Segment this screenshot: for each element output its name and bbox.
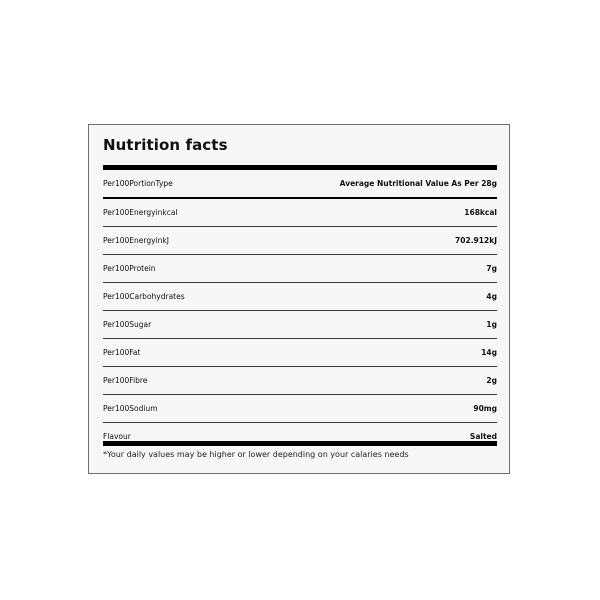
row-value: 2g (486, 376, 497, 385)
row-value: 702.912kJ (455, 236, 497, 245)
row-value: Salted (469, 432, 497, 441)
table-row (103, 339, 497, 366)
row-label: Per100Sodium (103, 404, 158, 413)
row-label: Per100Protein (103, 264, 156, 273)
nutrition-facts-panel (88, 124, 510, 474)
header-label: Per100PortionType (103, 179, 173, 188)
row-value: 4g (486, 292, 497, 301)
table-row (103, 367, 497, 394)
row-label: Per100Fat (103, 348, 141, 357)
bottom-thick-divider (103, 441, 497, 446)
row-label: Flavour (103, 432, 131, 441)
row-label: Per100Carbohydrates (103, 292, 185, 301)
row-value: 168kcal (464, 208, 497, 217)
header-value: Average Nutritional Value As Per 28g (339, 179, 497, 188)
nutrition-table (103, 170, 497, 450)
row-label: Per100Energyinkcal (103, 208, 178, 217)
daily-values-footnote: *Your daily values may be higher or lower depending on your calaries needs (103, 450, 409, 459)
table-row (103, 283, 497, 310)
table-header-row (103, 170, 497, 197)
table-row (103, 255, 497, 282)
row-label: Per100EnergyinkJ (103, 236, 169, 245)
row-label: Per100Fibre (103, 376, 148, 385)
table-row (103, 395, 497, 422)
row-value: 90mg (473, 404, 497, 413)
row-value: 7g (486, 264, 497, 273)
table-row (103, 199, 497, 226)
row-value: 14g (481, 348, 497, 357)
table-row (103, 311, 497, 338)
row-value: 1g (486, 320, 497, 329)
table-row (103, 227, 497, 254)
nutrition-title: Nutrition facts (103, 136, 228, 154)
row-label: Per100Sugar (103, 320, 152, 329)
